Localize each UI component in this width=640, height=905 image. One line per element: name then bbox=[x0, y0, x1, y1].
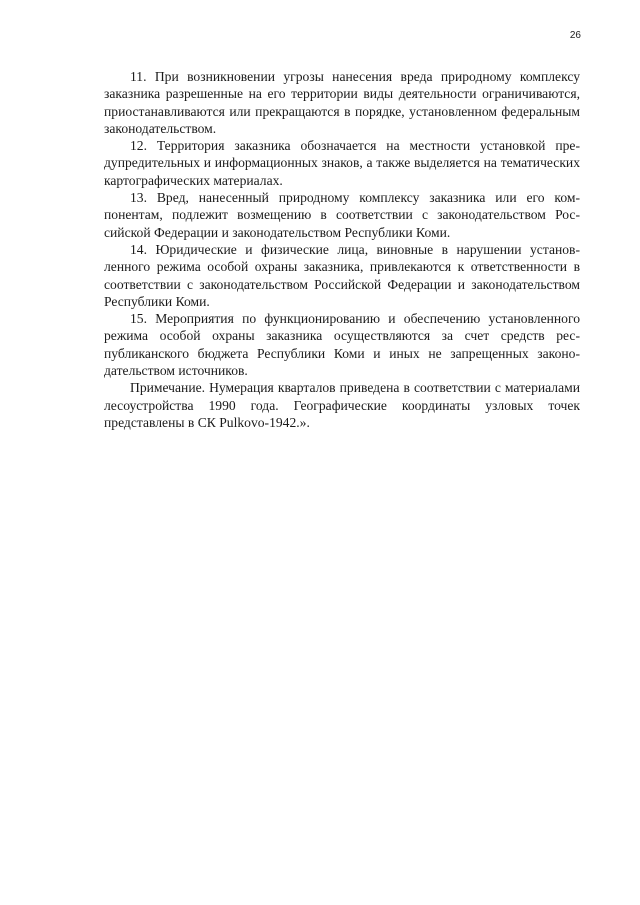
paragraph-15: 15. Мероприятия по функционированию и обеспечению установленного режима особой охраны заказника осуществляются за счет средств республиканского бюджета Республики Коми и иных не запрещенных законодательством источников. bbox=[104, 311, 580, 379]
paragraph-14: 14. Юридические и физические лица, виновные в нарушении установленного режима особой охраны заказника, привлекаются к ответственности в соответствии с законодательством Российской Федерации и законодательством Республики Коми. bbox=[104, 241, 580, 309]
paragraph-11: 11. При возникновении угрозы нанесения вреда природному комплексу заказника разрешенные на его территории виды деятельности ограничиваются, приостанавливаются или прекращаются в порядке, установленном федеральным законодательством. bbox=[104, 69, 580, 136]
paragraph-12: 12. Территория заказника обозначается на местности установкой предупредительных и информационных знаков, а также выделяется на тематических картографических материалах. bbox=[104, 138, 580, 188]
note-paragraph: Примечание. Нумерация кварталов приведена в соответствии с материалами лесоустройства 1990 года. Географические координаты узловых точек представлены в СК Pulkovo-1942.». bbox=[104, 380, 580, 430]
document-body bbox=[104, 68, 580, 431]
paragraph-13: 13. Вред, нанесенный природному комплексу заказника или его компонентам, подлежит возмещению в соответствии с законодательством Российской Федерации и законодательством Республики Коми. bbox=[104, 190, 580, 240]
page-number: 26 bbox=[569, 30, 581, 41]
